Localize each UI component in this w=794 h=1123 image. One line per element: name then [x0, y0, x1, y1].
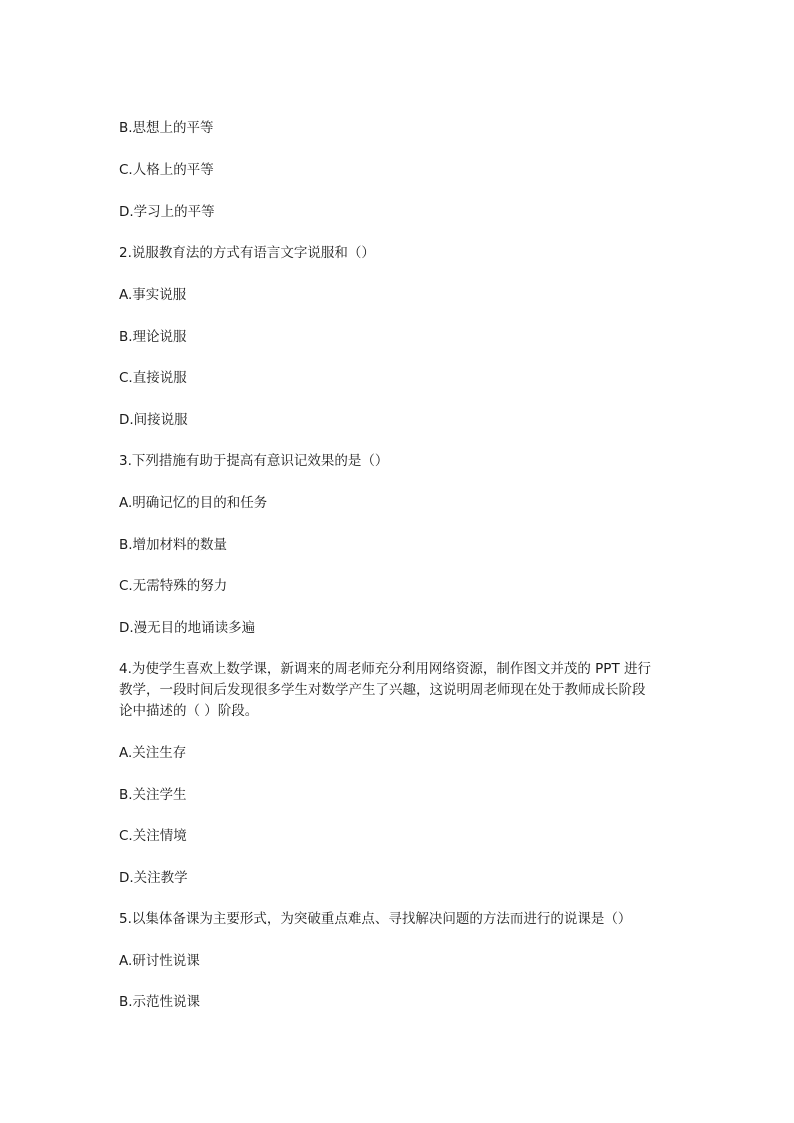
q3-option-b: B.增加材料的数量: [119, 537, 228, 553]
q4-option-a: A.关注生存: [119, 745, 187, 761]
q4-stem-line-1: 4.为使学生喜欢上数学课，新调来的周老师充分利用网络资源，制作图文并茂的 PPT 进行: [119, 661, 651, 677]
q5-option-b: B.示范性说课: [119, 994, 201, 1010]
q1-option-c: C.人格上的平等: [119, 162, 214, 178]
q3-stem: 3.下列措施有助于提高有意识记效果的是（）: [119, 453, 389, 469]
q2-stem: 2.说服教育法的方式有语言文字说服和（）: [119, 245, 375, 261]
q5-option-a: A.研讨性说课: [119, 953, 200, 969]
q1-option-d: D.学习上的平等: [119, 204, 215, 220]
q4-stem-line-3: 论中描述的（ ）阶段。: [119, 703, 259, 719]
q3-option-c: C.无需特殊的努力: [119, 578, 228, 594]
q3-option-d: D.漫无目的地诵读多遍: [119, 620, 256, 636]
q2-option-b: B.理论说服: [119, 329, 187, 345]
q4-option-d: D.关注教学: [119, 870, 188, 886]
q2-option-d: D.间接说服: [119, 412, 188, 428]
q4-option-b: B.关注学生: [119, 787, 187, 803]
q2-option-a: A.事实说服: [119, 287, 187, 303]
q4-stem: [119, 659, 679, 722]
q4-stem-line-2: 教学，一段时间后发现很多学生对数学产生了兴趣，这说明周老师现在处于教师成长阶段: [119, 682, 646, 698]
q1-option-b: B.思想上的平等: [119, 120, 214, 136]
q3-option-a: A.明确记忆的目的和任务: [119, 495, 268, 511]
q4-option-c: C.关注情境: [119, 828, 187, 844]
q2-option-c: C.直接说服: [119, 370, 187, 386]
q5-stem: 5.以集体备课为主要形式，为突破重点难点、寻找解决问题的方法而进行的说课是（）: [119, 911, 632, 927]
